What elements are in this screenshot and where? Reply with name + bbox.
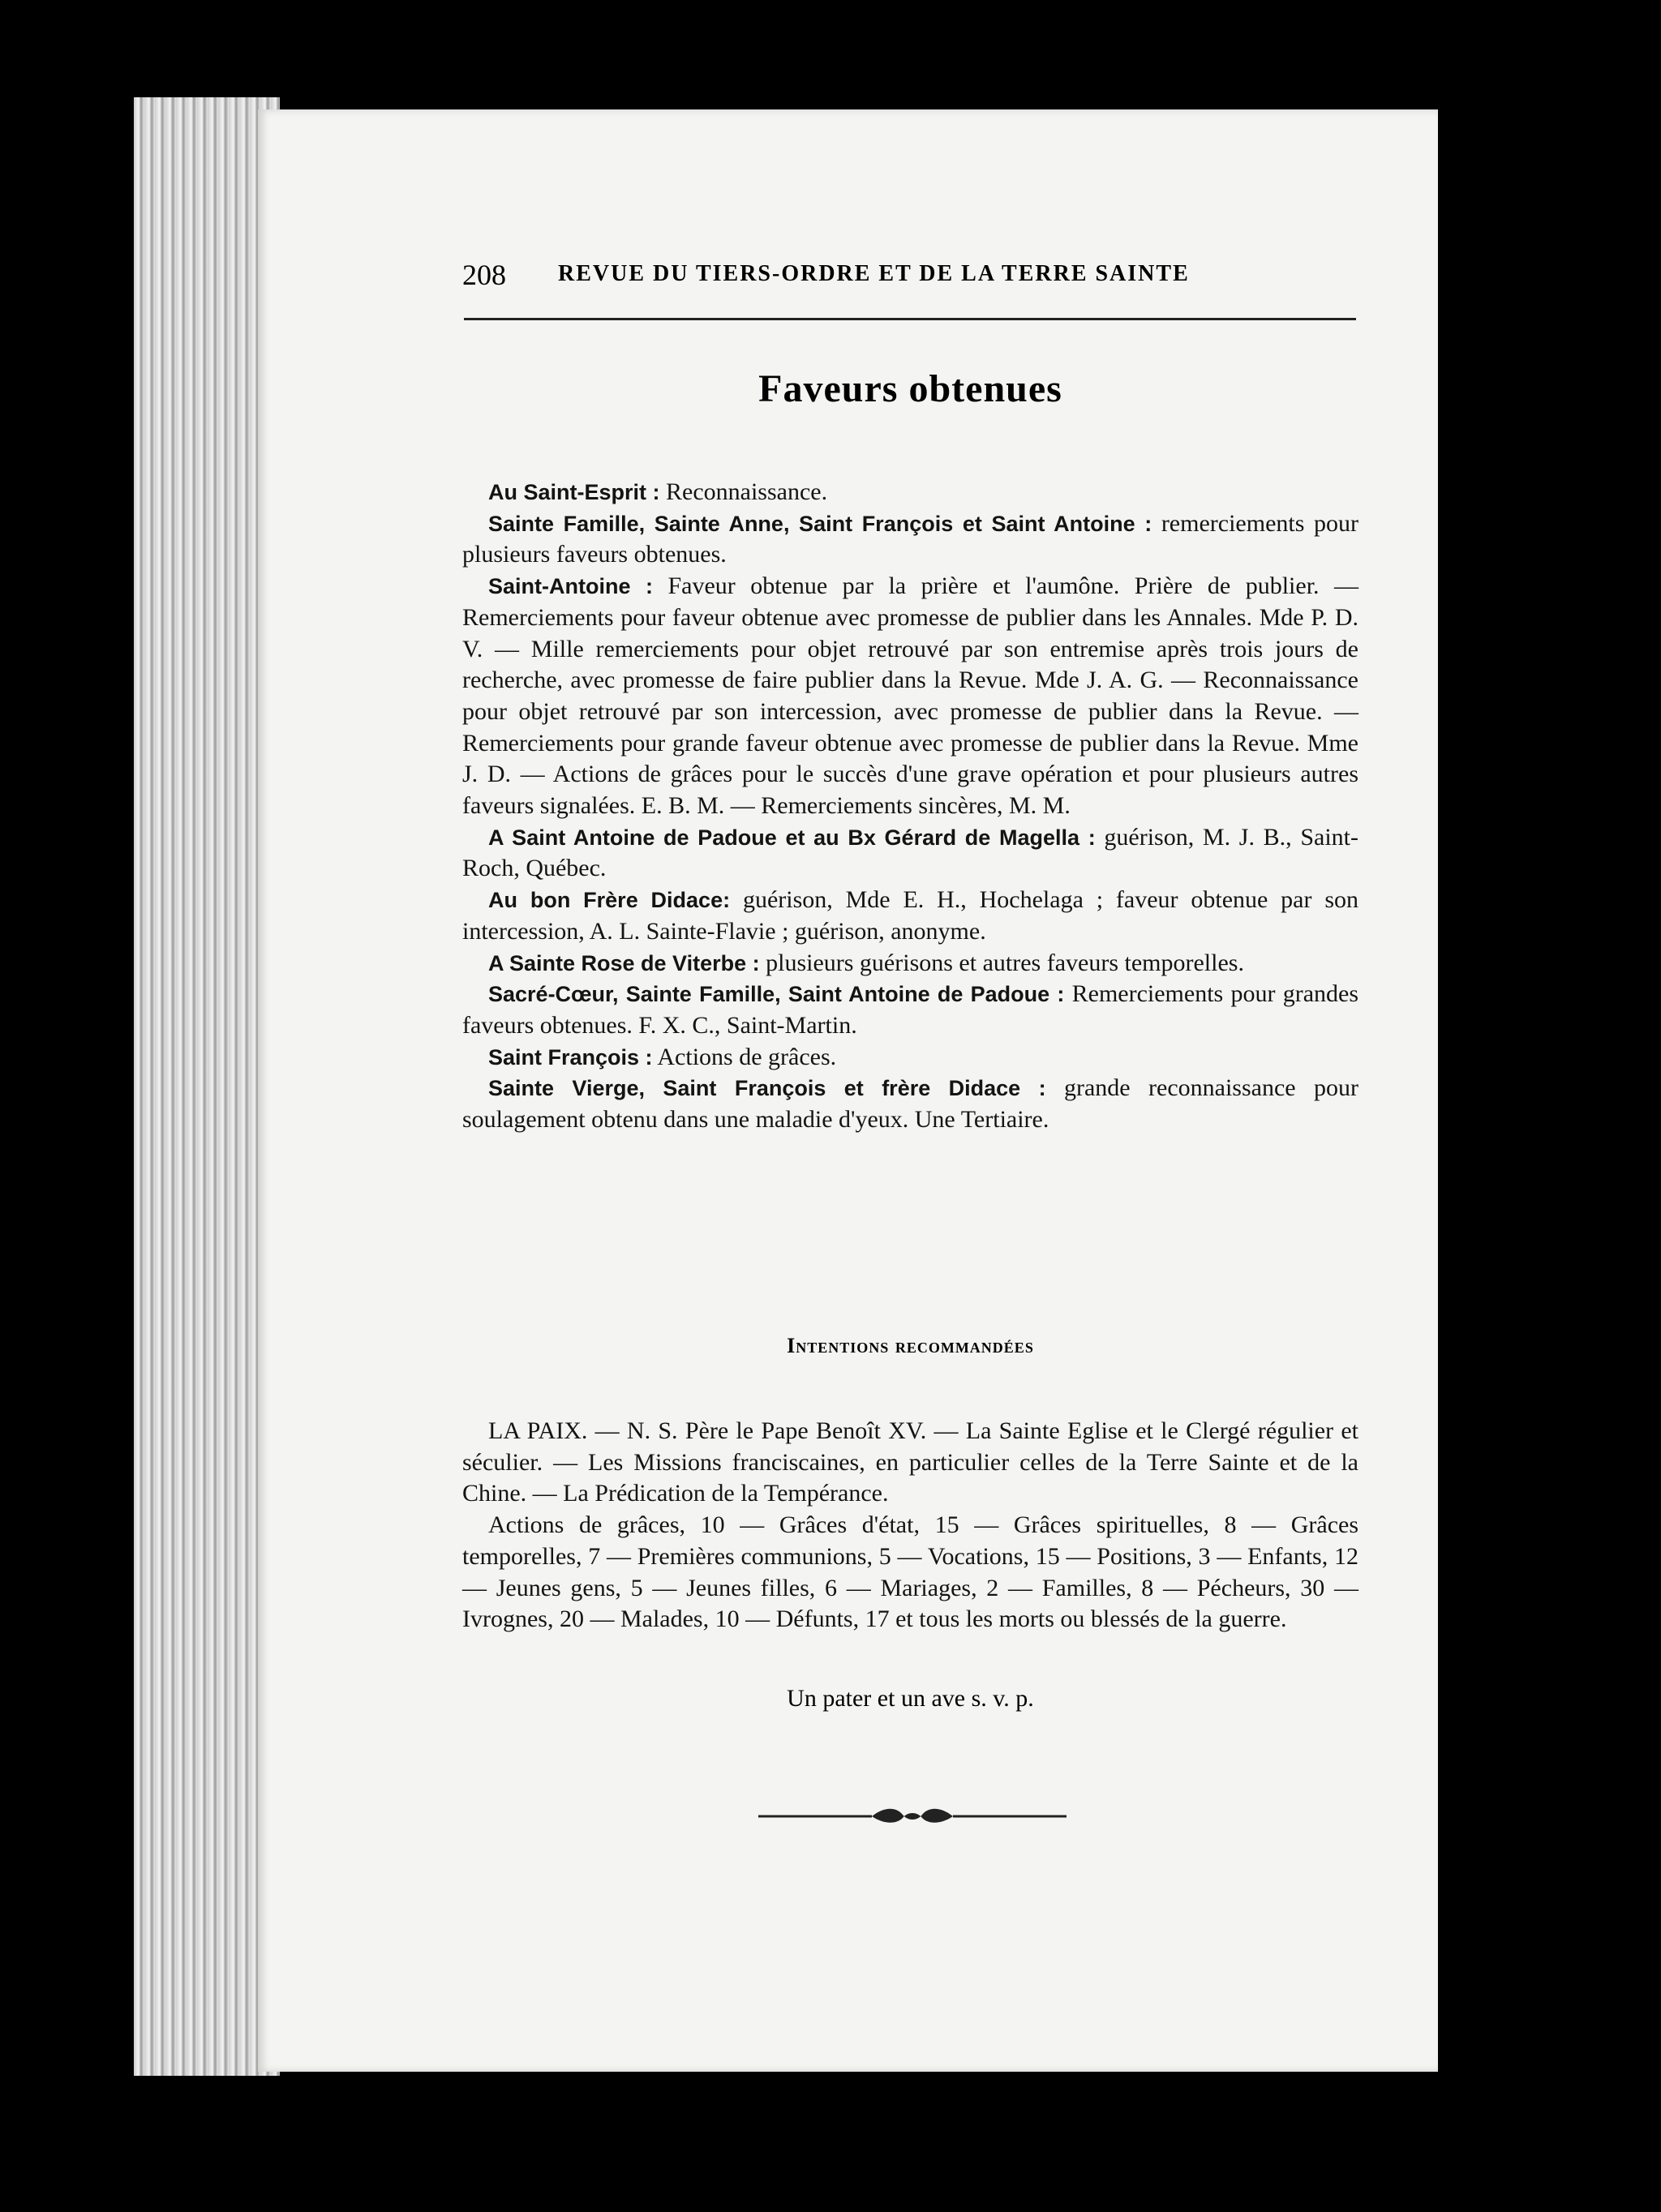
favor-entry [462, 508, 1358, 571]
closing-line: Un pater et un ave s. v. p. [787, 1685, 1034, 1712]
page-number: 208 [462, 259, 506, 291]
intentions-paragraph: Actions de grâces, 10 — Grâces d'état, 15 — Grâces spirituelles, 8 — Grâces temporelles, 7 — Premières communions, 5 — Vocations, 15 — Positions, 3 — Enfants, 12 — Jeunes gens, 5 — Jeunes filles, 6 — Mariages, 2 — Familles, 8 — Pécheurs, 30 — Ivrognes, 20 — Malades, 10 — Défunts, 17 et tous les morts ou blessés de la guerre. [462, 1511, 1358, 1633]
favors-list [462, 477, 1358, 1136]
favor-entry [462, 1042, 1358, 1074]
favor-entry [462, 477, 1358, 508]
favor-text: plusieurs guérisons et autres faveurs temporelles. [759, 949, 1244, 976]
running-head [462, 258, 1358, 307]
favor-text: guérison, M. J. B., Saint-Roch, Québec. [462, 823, 1358, 882]
end-ornament-icon [758, 1800, 1067, 1833]
favor-text: remerciements pour plusieurs faveurs obtenues. [462, 509, 1358, 568]
favor-text: Remerciements pour grandes faveurs obtenues. F. X. C., Saint-Martin. [462, 980, 1358, 1039]
favor-lead: Saint François : [488, 1044, 653, 1070]
favor-entry [462, 979, 1358, 1041]
favor-entry [462, 571, 1358, 822]
favor-text: grande reconnaissance pour soulagement obtenu dans une maladie d'yeux. Une Tertiaire. [462, 1074, 1359, 1134]
favor-lead: Au Saint-Esprit : [488, 480, 660, 504]
favor-lead: Au bon Frère Didace: [488, 888, 731, 913]
favor-lead: Sainte Famille, Sainte Anne, Saint François et Saint Antoine : [488, 511, 1152, 536]
intentions-list [462, 1416, 1358, 1635]
favor-text: Faveur obtenue par la prière et l'aumône. Prière de publier. — Remerciements pour faveur obtenue avec promesse de publier dans les Annales. Mde P. D. V. — Mille remerciements pour objet retrouvé par son entremise après trois jours de recherche, avec promesse de faire publier dans la Revue. Mde J. A. G. — Reconnaissance pour objet retrouvé par son intercession, avec promesse de publier dans la Revue. — Remerciements pour grande faveur obtenue avec promesse de publier dans la Revue. Mme J. D. — Actions de grâces pour le succès d'une grave opération et pour plusieurs autres faveurs signalées. E. B. M. — Remerciements sincères, M. M. [462, 572, 1359, 820]
favor-lead: Saint-Antoine : [488, 574, 653, 599]
favor-lead: A Sainte Rose de Viterbe : [488, 950, 760, 975]
favor-entry [462, 948, 1358, 980]
header-rule [464, 318, 1356, 320]
section-title: Faveurs obtenues [758, 367, 1062, 410]
favor-entry [462, 885, 1358, 947]
intentions-paragraph: LA PAIX. — N. S. Père le Pape Benoît XV. — La Sainte Eglise et le Clergé régulier et séculier. — Les Missions franciscaines, en particulier celles de la Terre Sainte et de la Chine. — La Prédication de la Tempérance. [462, 1417, 1358, 1507]
favor-text: guérison, Mde E. H., Hochelaga ; faveur obtenue par son intercession, A. L. Sainte-Flavie ; guérison, anonyme. [462, 886, 1359, 945]
journal-title: REVUE DU TIERS-ORDRE ET DE LA TERRE SAINTE [558, 261, 1190, 286]
favor-lead: Sainte Vierge, Saint François et frère Didace : [488, 1076, 1046, 1101]
favor-lead: Sacré-Cœur, Sainte Famille, Saint Antoine de Padoue : [488, 982, 1065, 1007]
favor-lead: A Saint Antoine de Padoue et au Bx Gérard de Magella : [488, 825, 1096, 850]
favor-entry [462, 822, 1358, 885]
favor-text: Reconnaissance. [659, 478, 828, 505]
favor-entry [462, 1073, 1358, 1135]
favor-text: Actions de grâces. [652, 1043, 837, 1070]
intentions-heading: Intentions recommandées [787, 1334, 1034, 1357]
